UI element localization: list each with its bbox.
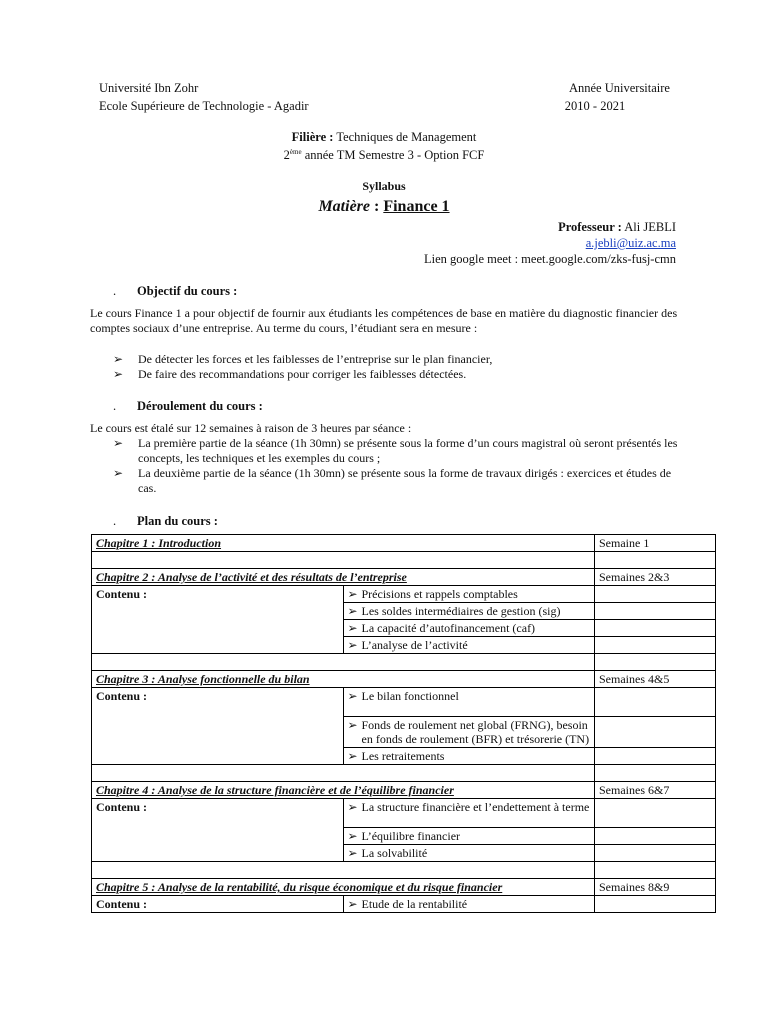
item-text: Les soldes intermédiaires de gestion (sig) (361, 604, 561, 618)
arrow-bullet-icon: ➢ (113, 436, 124, 450)
section-plan-title (113, 514, 218, 529)
arrow-bullet-icon: ➢ (347, 587, 358, 601)
list-item-text: La première partie de la séance (1h 30mn) se présente sous la forme d’un cours magistral où seront présentés les concepts, les techniques et les exemples du cours ; (138, 436, 678, 465)
section-dot: . (113, 399, 117, 413)
table-row (92, 586, 716, 603)
contenu-label: Contenu : (92, 799, 344, 862)
filiere-value: Techniques de Management (336, 130, 477, 144)
section-dot: . (113, 514, 117, 528)
item-text: La capacité d’autofinancement (caf) (361, 621, 536, 635)
objectif-intro: Le cours Finance 1 a pour objectif de fournir aux étudiants les compétences de base en matière du diagnostic financier des comptes sociaux d’une entreprise. Au terme du cours, l’étudiant sera en mesure : (90, 306, 678, 335)
filiere-line (0, 130, 768, 145)
annee-line (0, 148, 768, 163)
table-row (92, 879, 716, 896)
arrow-bullet-icon: ➢ (347, 718, 358, 732)
weeks-cell: Semaines 8&9 (595, 879, 716, 896)
table-row (92, 552, 716, 569)
section-deroulement-title (113, 399, 263, 414)
matiere-line (0, 198, 768, 216)
list-item-text: De détecter les forces et les faiblesses de l’entreprise sur le plan financier, (138, 352, 493, 366)
table-row (92, 896, 716, 913)
matiere-separator: : (374, 198, 380, 215)
objectif-bullets (113, 352, 683, 382)
filiere-label: Filière : (291, 130, 334, 144)
arrow-bullet-icon: ➢ (347, 749, 358, 763)
section-dot: . (113, 284, 117, 298)
syllabus-title: Syllabus (362, 179, 406, 193)
table-cell (343, 717, 595, 748)
list-item (113, 466, 683, 496)
school-name: Ecole Supérieure de Technologie - Agadir (99, 99, 309, 113)
weeks-cell: Semaines 6&7 (595, 782, 716, 799)
chapter-title: Chapitre 5 : Analyse de la rentabilité, du risque économique et du risque financier (96, 880, 503, 894)
chapter-title: Chapitre 2 : Analyse de l’activité et des résultats de l’entreprise (96, 570, 407, 584)
table-cell (343, 748, 595, 765)
table-row (92, 671, 716, 688)
weeks-cell: Semaines 2&3 (595, 569, 716, 586)
table-cell (343, 845, 595, 862)
arrow-bullet-icon: ➢ (347, 800, 358, 814)
weeks-cell: Semaines 4&5 (595, 671, 716, 688)
professor-email-link[interactable]: a.jebli@uiz.ac.ma (585, 236, 676, 250)
table-row (92, 688, 716, 717)
deroulement-bullets (113, 436, 683, 496)
professor-block (424, 219, 676, 267)
section-title-text: Objectif du cours : (137, 284, 238, 298)
arrow-bullet-icon: ➢ (347, 897, 358, 911)
table-row (92, 535, 716, 552)
list-item (113, 436, 683, 466)
list-item-text: La deuxième partie de la séance (1h 30mn) se présente sous la forme de travaux dirigés : exercices et études de cas. (138, 466, 672, 495)
course-plan-table (91, 534, 716, 913)
table-row (92, 782, 716, 799)
list-item (113, 352, 683, 367)
item-text: La solvabilité (361, 846, 428, 860)
item-text: Précisions et rappels comptables (361, 587, 518, 601)
arrow-bullet-icon: ➢ (347, 621, 358, 635)
chapter-title-cell (92, 535, 595, 552)
table-cell (343, 603, 595, 620)
item-text: Fonds de roulement net global (FRNG), besoin en fonds de roulement (BFR) et trésorerie (TN) (361, 718, 590, 746)
arrow-bullet-icon: ➢ (113, 352, 124, 366)
list-item-text: De faire des recommandations pour corriger les faiblesses détectées. (138, 367, 467, 381)
professor-label: Professeur : (558, 220, 622, 234)
matiere-value: Finance 1 (383, 198, 450, 215)
academic-year-value: 2010 - 2021 (564, 99, 626, 113)
university-name: Université Ibn Zohr (99, 81, 199, 95)
chapter-title-cell (92, 671, 595, 688)
table-row (92, 654, 716, 671)
table-cell (343, 637, 595, 654)
table-cell (343, 586, 595, 603)
item-text: L’analyse de l’activité (361, 638, 468, 652)
chapter-title-cell (92, 879, 595, 896)
table-cell (343, 828, 595, 845)
academic-year (520, 79, 670, 115)
table-cell (343, 620, 595, 637)
section-title-text: Plan du cours : (137, 514, 218, 528)
annee-rest: année TM Semestre 3 - Option FCF (304, 148, 485, 163)
section-objectif-title (113, 284, 237, 299)
item-text: Etude de la rentabilité (361, 897, 468, 911)
contenu-label: Contenu : (92, 688, 344, 765)
table-cell (343, 688, 595, 717)
chapter-title-cell (92, 569, 595, 586)
list-item (113, 367, 683, 382)
academic-year-label: Année Universitaire (568, 81, 670, 95)
table-row (92, 862, 716, 879)
annee-number: 2 (283, 148, 290, 163)
arrow-bullet-icon: ➢ (347, 846, 358, 860)
chapter-title-cell (92, 782, 595, 799)
contenu-label: Contenu : (92, 586, 344, 654)
google-meet-link: Lien google meet : meet.google.com/zks-fusj-cmn (423, 252, 676, 266)
table-row (92, 765, 716, 782)
table-cell (343, 799, 595, 828)
section-title-text: Déroulement du cours : (137, 399, 263, 413)
chapter-title: Chapitre 3 : Analyse fonctionnelle du bilan (96, 672, 310, 686)
institution-header (99, 79, 309, 115)
arrow-bullet-icon: ➢ (347, 638, 358, 652)
weeks-cell: Semaine 1 (595, 535, 716, 552)
arrow-bullet-icon: ➢ (347, 829, 358, 843)
item-text: Le bilan fonctionnel (361, 689, 459, 703)
contenu-label: Contenu : (92, 896, 344, 913)
arrow-bullet-icon: ➢ (113, 466, 124, 480)
chapter-title: Chapitre 4 : Analyse de la structure financière et de l’équilibre financier (96, 783, 454, 797)
arrow-bullet-icon: ➢ (347, 604, 358, 618)
item-text: Les retraitements (361, 749, 445, 763)
professor-name: Ali JEBLI (624, 220, 676, 234)
table-cell (343, 896, 595, 913)
arrow-bullet-icon: ➢ (113, 367, 124, 381)
item-text: La structure financière et l’endettement à terme (361, 800, 590, 814)
arrow-bullet-icon: ➢ (347, 689, 358, 703)
table-row (92, 799, 716, 828)
deroulement-intro: Le cours est étalé sur 12 semaines à raison de 3 heures par séance : (90, 421, 412, 435)
item-text: L’équilibre financier (361, 829, 461, 843)
chapter-title: Chapitre 1 : Introduction (96, 536, 222, 550)
matiere-label: Matière (318, 198, 370, 215)
table-row (92, 569, 716, 586)
annee-superscript: ème (289, 148, 302, 156)
